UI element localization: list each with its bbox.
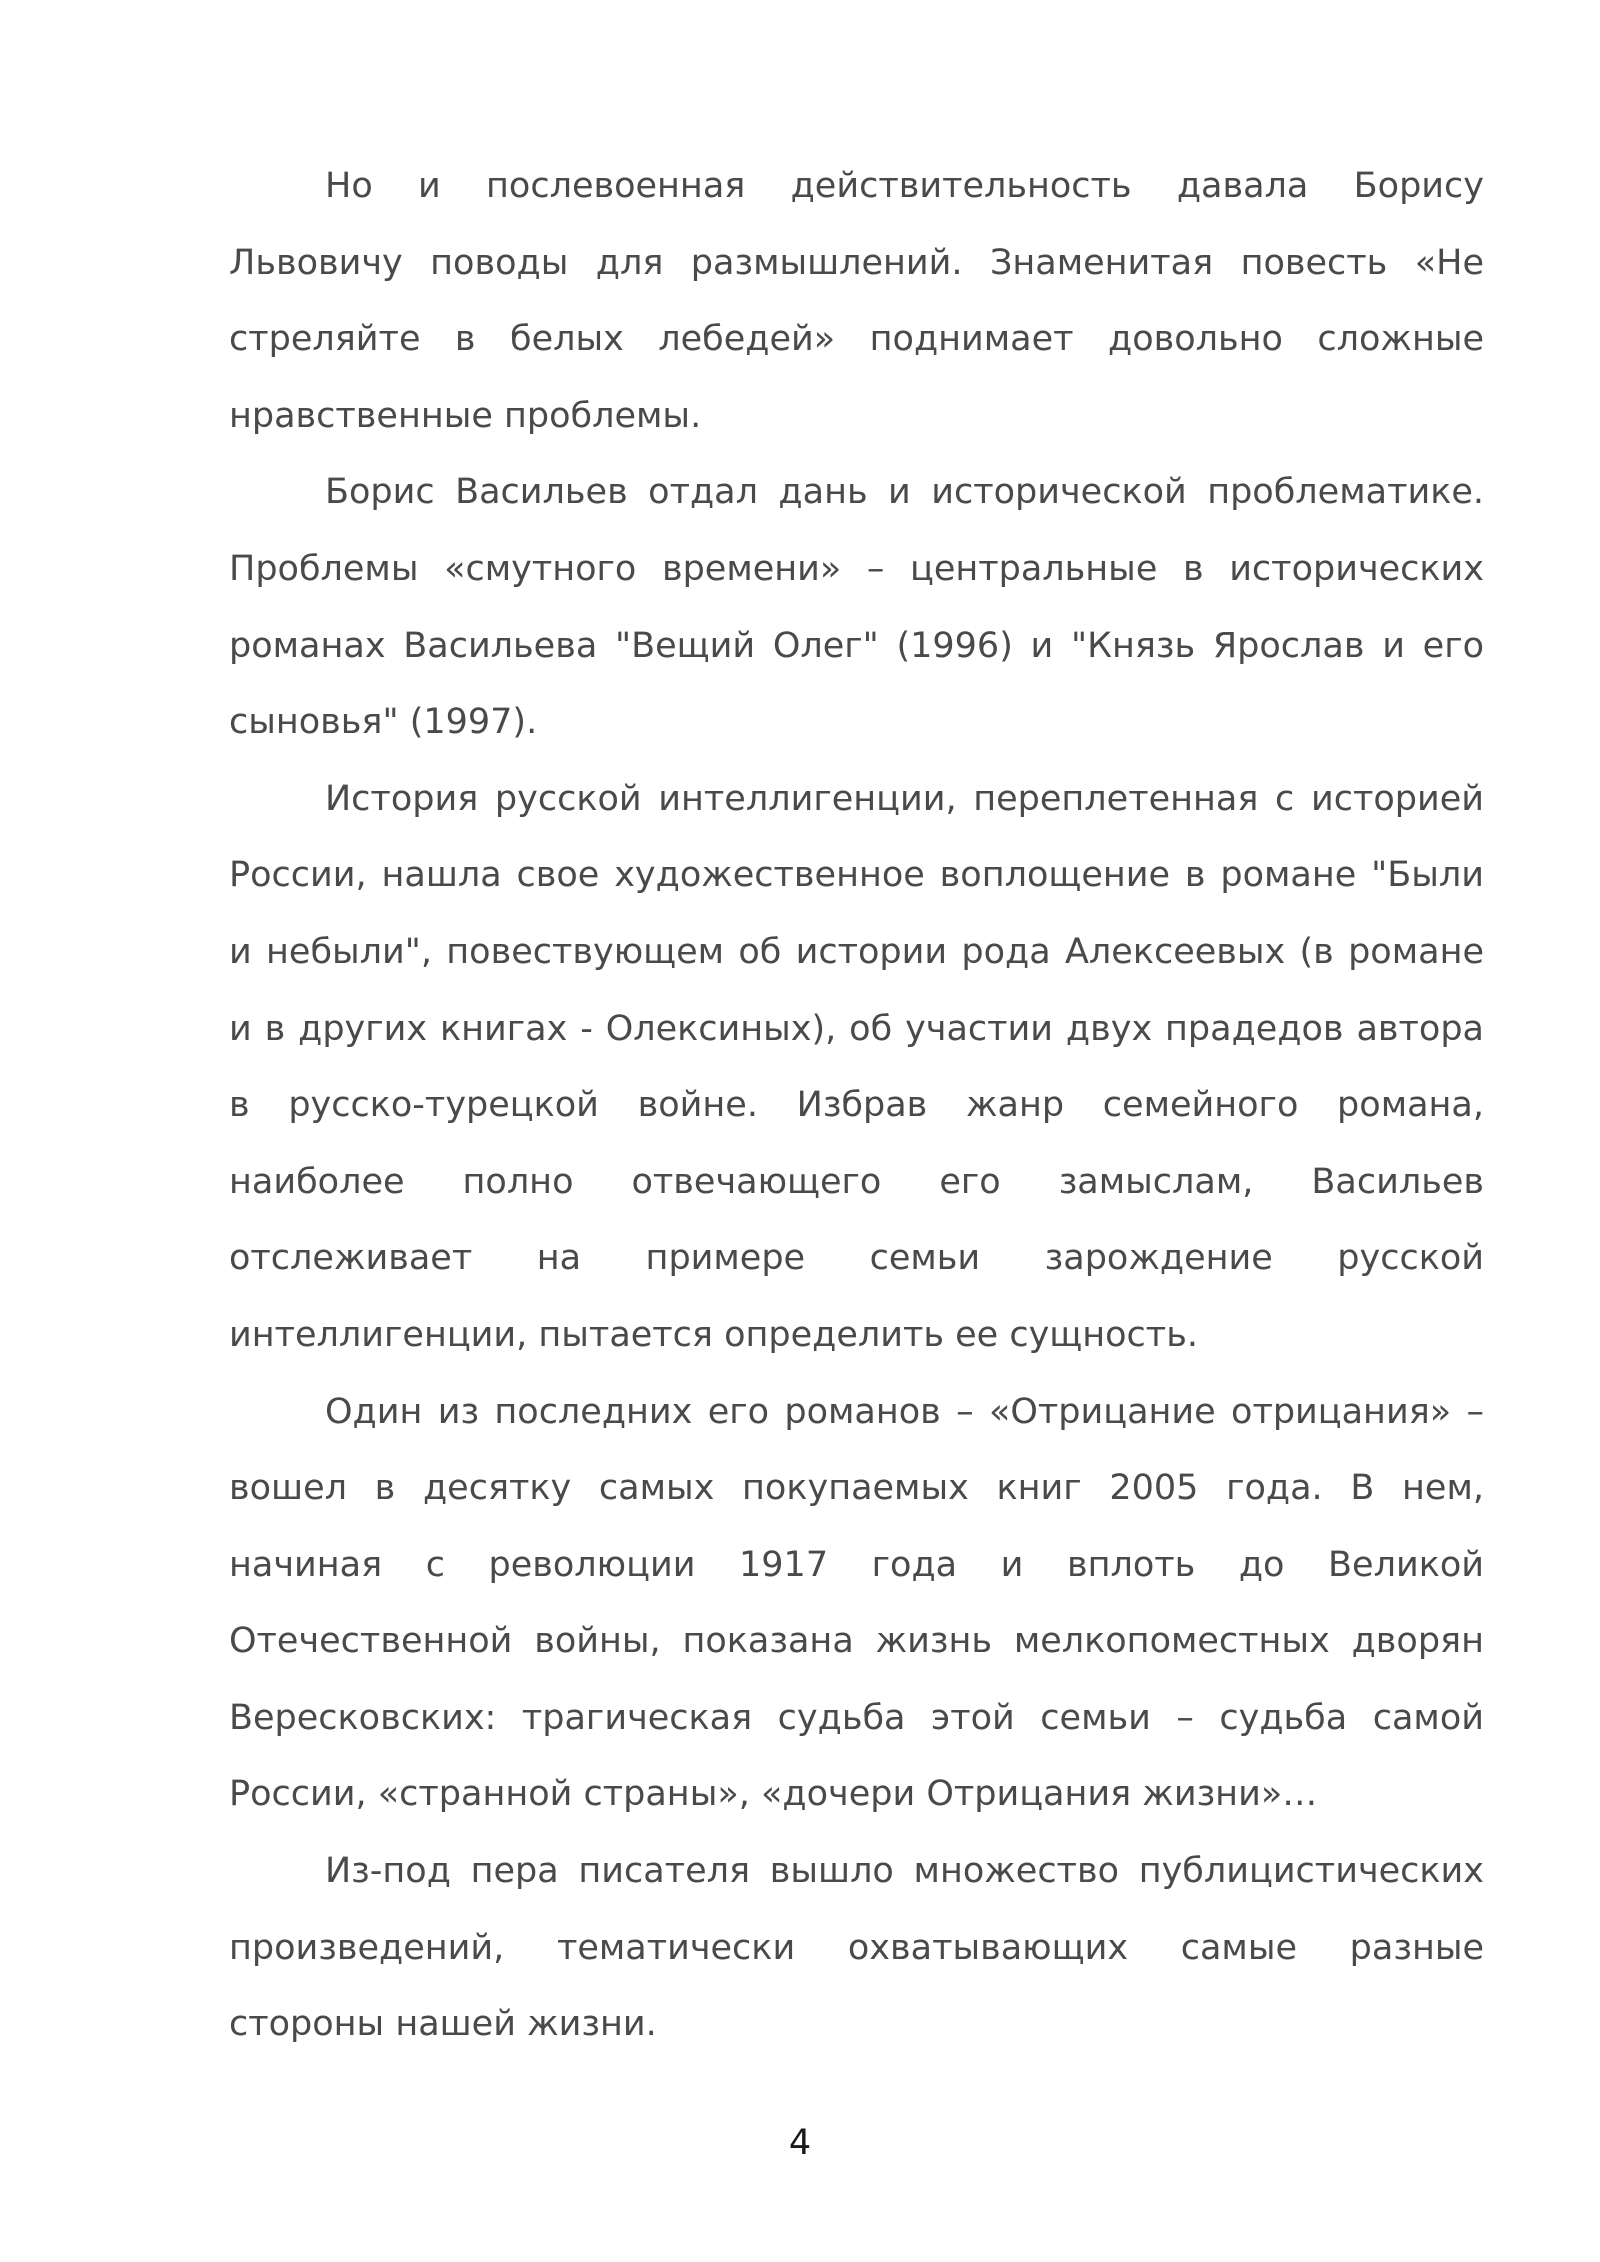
paragraph-postwar-reality: Но и послевоенная действительность давала Борису Львовичу поводы для размышлений. Знаменитая повесть «Не стреляйте в белых лебедей» поднимает довольно сложные нравственные проблемы. <box>229 166 1484 436</box>
page-number: 4 <box>788 2123 812 2163</box>
paragraph-intelligentsia-history: История русской интеллигенции, переплетенная с историей России, нашла свое художественное воплощение в романе "Были и небыли", повествующем об истории рода Алексеевых (в романе и в других книгах - Олексиных), об участии двух прадедов автора в русско-турецкой войне. Избрав жанр семейного романа, наиболее полно отвечающего его замыслам, Васильев отслеживает на примере семьи зарождение русской интеллигенции, пытается определить ее сущность. <box>229 778 1484 1355</box>
paragraph-historical-themes: Борис Васильев отдал дань и исторической проблематике. Проблемы «смутного времени» – центральные в исторических романах Васильева "Вещий Олег" (1996) и "Князь Ярослав и его сыновья" (1997). <box>229 472 1484 743</box>
document-body <box>229 148 1484 2063</box>
paragraph-negation-novel: Один из последних его романов – «Отрицание отрицания» – вошел в десятку самых покупаемых книг 2005 года. В нем, начиная с революции 1917 года и вплоть до Великой Отечественной войны, показана жизнь мелкопоместных дворян Вересковских: трагическая судьба этой семьи – судьба самой России, «странной страны», «дочери Отрицания жизни»… <box>229 1391 1484 1815</box>
paragraph-publicistic-works: Из-под пера писателя вышло множество публицистических произведений, тематически охватывающих самые разные стороны нашей жизни. <box>229 1851 1484 2045</box>
